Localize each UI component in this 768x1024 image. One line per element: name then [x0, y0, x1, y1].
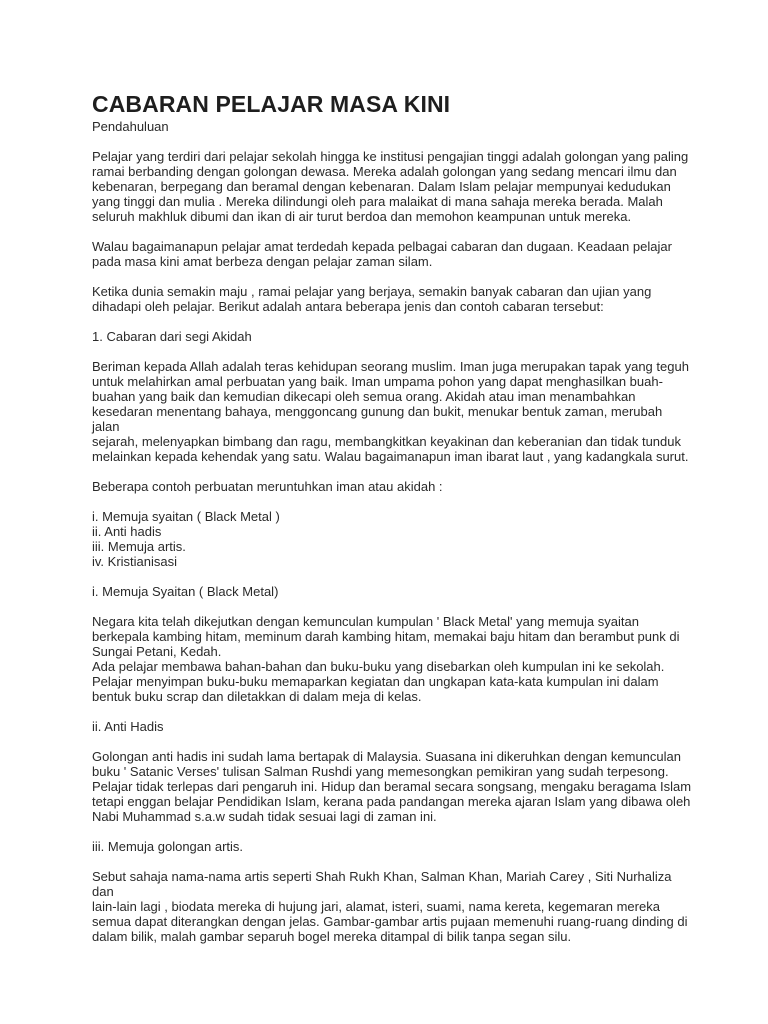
paragraph: [92, 239, 692, 269]
text-line: buahan yang baik dan kemudian dikecapi oleh semua orang. Akidah atau iman menambahkan: [92, 389, 636, 404]
text-line: sejarah, melenyapkan bimbang dan ragu, membangkitkan keyakinan dan keberanian dan tidak tunduk: [92, 434, 681, 449]
text-line: Sungai Petani, Kedah.: [92, 644, 222, 659]
text-line: iii. Memuja golongan artis.: [92, 839, 244, 854]
text-line: seluruh makhluk dibumi dan ikan di air turut berdoa dan memohon keampunan untuk mereka.: [92, 209, 632, 224]
text-line: pada masa kini amat berbeza dengan pelajar zaman silam.: [92, 254, 433, 269]
text-line: Ketika dunia semakin maju , ramai pelajar yang berjaya, semakin banyak cabaran dan ujian yang: [92, 284, 652, 299]
text-line: kebenaran, berpegang dan beramal dengan kebenaran. Dalam Islam pelajar mempunyai kedudukan: [92, 179, 671, 194]
list-item: ii. Anti hadis: [92, 524, 162, 539]
document-title: CABARAN PELAJAR MASA KINI: [92, 91, 451, 117]
text-line: tetapi enggan belajar Pendidikan Islam, kerana pada pandangan mereka ajaran Islam yang dibawa oleh: [92, 794, 691, 809]
text-line: kesedaran menentang bahaya, menggoncang gunung dan bukit, menukar bentuk zaman, merubah jalan: [92, 404, 663, 434]
text-line: Ada pelajar membawa bahan-bahan dan buku-buku yang disebarkan oleh kumpulan ini ke sekolah.: [92, 659, 665, 674]
paragraph: [92, 584, 692, 599]
paragraph: [92, 284, 692, 314]
text-line: yang tinggi dan mulia . Mereka dilindungi oleh para malaikat di mana sahaja mereka berada. Malah: [92, 194, 663, 209]
text-line: i. Memuja Syaitan ( Black Metal): [92, 584, 279, 599]
text-line: dihadapi oleh pelajar. Berikut adalah antara beberapa jenis dan contoh cabaran tersebut:: [92, 299, 604, 314]
text-line: Beriman kepada Allah adalah teras kehidupan seorang muslim. Iman juga merupakan tapak yang teguh: [92, 359, 689, 374]
text-line: lain-lain lagi , biodata mereka di hujung jari, alamat, isteri, suami, nama kereta, kegemaran mereka: [92, 899, 660, 914]
paragraph: [92, 869, 692, 944]
text-line: ramai berbanding dengan golongan dewasa. Mereka adalah golongan yang sedang mencari ilmu dan: [92, 164, 677, 179]
text-line: Beberapa contoh perbuatan meruntuhkan iman atau akidah :: [92, 479, 443, 494]
text-line: dalam bilik, malah gambar separuh bogel mereka ditampal di bilik tanpa segan silu.: [92, 929, 572, 944]
text-line: Negara kita telah dikejutkan dengan kemunculan kumpulan ' Black Metal' yang memuja syaitan: [92, 614, 639, 629]
text-line: Pelajar yang terdiri dari pelajar sekolah hingga ke institusi pengajian tinggi adalah golongan yang paling: [92, 149, 689, 164]
paragraph: [92, 329, 692, 344]
section-heading-introduction: Pendahuluan: [92, 119, 169, 134]
paragraph: [92, 479, 692, 494]
text-line: Golongan anti hadis ini sudah lama bertapak di Malaysia. Suasana ini dikeruhkan dengan kemunculan: [92, 749, 681, 764]
paragraph: [92, 749, 692, 824]
text-line: untuk melahirkan amal perbuatan yang baik. Iman umpama pohon yang dapat menghasilkan buah-: [92, 374, 663, 389]
paragraph: [92, 719, 692, 734]
text-line: buku ' Satanic Verses' tulisan Salman Rushdi yang memesongkan pemikiran yang sudah terpesong.: [92, 764, 669, 779]
text-line: melainkan kepada kehendak yang satu. Walau bagaimanapun iman ibarat laut , yang kadangkala surut.: [92, 449, 689, 464]
document-page: [92, 91, 692, 944]
bullet-list: [92, 509, 692, 569]
list-item: iv. Kristianisasi: [92, 554, 178, 569]
document-body: [92, 149, 692, 944]
text-line: semua dapat diterangkan dengan jelas. Gambar-gambar artis pujaan memenuhi ruang-ruang dinding di: [92, 914, 688, 929]
paragraph: [92, 359, 692, 464]
text-line: bentuk buku scrap dan diletakkan di dalam meja di kelas.: [92, 689, 422, 704]
paragraph: [92, 149, 692, 224]
text-line: Walau bagaimanapun pelajar amat terdedah kepada pelbagai cabaran dan dugaan. Keadaan pelajar: [92, 239, 672, 254]
text-line: 1. Cabaran dari segi Akidah: [92, 329, 252, 344]
paragraph: [92, 839, 692, 854]
text-line: berkepala kambing hitam, meminum darah kambing hitam, memakai baju hitam dan berambut punk di: [92, 629, 680, 644]
list-item: iii. Memuja artis.: [92, 539, 186, 554]
text-line: Pelajar menyimpan buku-buku memaparkan kegiatan dan ungkapan kata-kata kumpulan ini dalam: [92, 674, 659, 689]
paragraph: [92, 614, 692, 704]
list-item: i. Memuja syaitan ( Black Metal ): [92, 509, 280, 524]
text-line: Nabi Muhammad s.a.w sudah tidak sesuai lagi di zaman ini.: [92, 809, 437, 824]
text-line: Sebut sahaja nama-nama artis seperti Shah Rukh Khan, Salman Khan, Mariah Carey , Siti Nurhaliza dan: [92, 869, 672, 899]
text-line: ii. Anti Hadis: [92, 719, 164, 734]
text-line: Pelajar tidak terlepas dari pengaruh ini. Hidup dan beramal secara songsang, mengaku beragama Islam: [92, 779, 692, 794]
